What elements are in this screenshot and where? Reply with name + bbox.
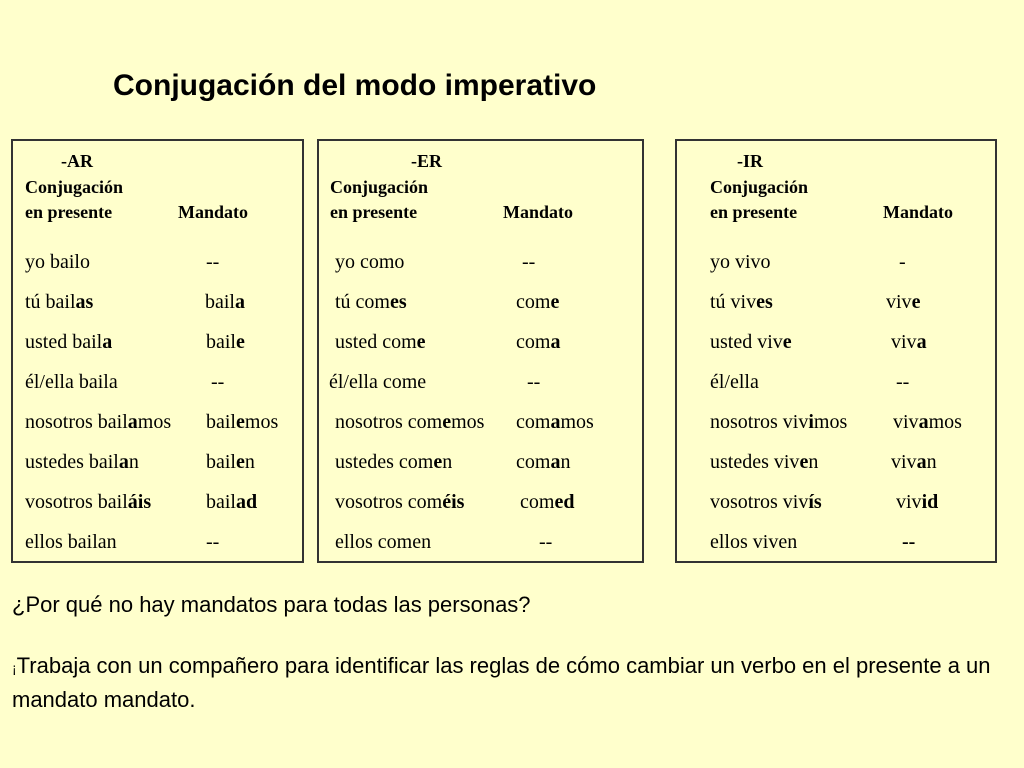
- verb-part: ellos comen: [335, 531, 432, 553]
- ending-highlight: a: [550, 411, 561, 433]
- ending-highlight: a: [550, 451, 561, 473]
- verb-part: --: [527, 371, 541, 393]
- presente-cell: [710, 368, 759, 396]
- verb-part: n: [560, 451, 571, 473]
- mandato-cell: [211, 368, 224, 396]
- ending-highlight: --: [902, 531, 916, 553]
- task-body: Trabaja con un compañero para identificar las reglas de cómo cambiar un verbo en el presente a un mandato mandato.: [12, 653, 991, 712]
- mandato-cell: [522, 248, 535, 276]
- verb-part: --: [522, 251, 536, 273]
- ending-highlight: e: [799, 451, 809, 473]
- verb-part: viv: [891, 451, 917, 473]
- verb-part: mos: [813, 411, 848, 433]
- verb-part: mos: [244, 411, 279, 433]
- presente-cell: [710, 448, 818, 476]
- presente-cell: [25, 448, 139, 476]
- verb-part: nosotros com: [335, 411, 443, 433]
- presente-cell: [710, 408, 847, 436]
- verb-part: com: [516, 291, 551, 313]
- presente-cell: [335, 488, 464, 516]
- ending-highlight: e: [416, 331, 426, 353]
- presente-cell: [710, 288, 773, 316]
- task-text: [12, 650, 1007, 716]
- mandato-cell: [891, 328, 927, 356]
- ending-highlight: i: [808, 411, 814, 433]
- mandato-cell: [206, 528, 219, 556]
- verb-part: mos: [451, 411, 485, 433]
- presente-cell: [25, 488, 151, 516]
- ending-highlight: ad: [236, 491, 258, 513]
- verb-part: usted com: [335, 331, 417, 353]
- mandato-cell: [539, 528, 552, 556]
- mandato-cell: [893, 408, 962, 436]
- ending-highlight: es: [756, 291, 773, 313]
- mandato-cell: [520, 488, 574, 516]
- header-en-presente: en presente: [330, 202, 418, 222]
- verb-part: com: [520, 491, 555, 513]
- verb-part: él/ella come: [329, 371, 427, 393]
- presente-cell: [710, 328, 792, 356]
- presente-cell: [25, 288, 93, 316]
- ending-highlight: e: [236, 331, 245, 353]
- presente-cell: [25, 528, 117, 556]
- ending-highlight: e: [236, 411, 245, 433]
- ending-highlight: es: [390, 291, 407, 313]
- verb-part: --: [896, 371, 910, 393]
- ending-highlight: a: [118, 451, 129, 473]
- ending-highlight: a: [235, 291, 245, 313]
- presente-cell: [335, 448, 452, 476]
- header-conjugacion: Conjugación: [330, 177, 429, 197]
- verb-part: viv: [896, 491, 922, 513]
- verb-part: yo bailo: [25, 251, 90, 273]
- ending-highlight: e: [911, 291, 921, 313]
- verb-part: bail: [206, 331, 236, 353]
- ending-highlight: a: [916, 451, 927, 473]
- header-mandato: Mandato: [503, 202, 574, 222]
- presente-cell: [25, 368, 118, 396]
- verb-part: nosotros bail: [25, 411, 128, 433]
- verb-part: nosotros viv: [710, 411, 809, 433]
- verb-part: mos: [137, 411, 172, 433]
- inverted-exclamation: ¡: [12, 660, 17, 676]
- presente-cell: [335, 248, 404, 276]
- verb-part: ellos bailan: [25, 531, 117, 553]
- ending-highlight: e: [433, 451, 443, 473]
- verb-part: yo vivo: [710, 251, 771, 273]
- presente-cell: [710, 248, 771, 276]
- table-suffix: -AR: [61, 151, 93, 171]
- ending-highlight: a: [916, 331, 927, 353]
- verb-part: bail: [206, 411, 236, 433]
- verb-part: él/ella: [710, 371, 759, 393]
- ending-highlight: e: [236, 451, 245, 473]
- ending-highlight: áis: [127, 491, 152, 513]
- mandato-cell: [206, 448, 255, 476]
- mandato-cell: [516, 448, 570, 476]
- verb-part: ustedes viv: [710, 451, 800, 473]
- mandato-cell: [896, 488, 938, 516]
- verb-part: -: [899, 251, 906, 273]
- verb-part: tú com: [335, 291, 390, 313]
- header-conjugacion: Conjugación: [710, 177, 809, 197]
- verb-part: n: [808, 451, 819, 473]
- verb-part: vosotros bail: [25, 491, 128, 513]
- mandato-cell: [891, 448, 937, 476]
- verb-part: --: [206, 531, 220, 553]
- verb-part: mos: [928, 411, 962, 433]
- presente-cell: [710, 528, 797, 556]
- mandato-cell: [206, 408, 278, 436]
- mandato-cell: [516, 408, 594, 436]
- ending-highlight: a: [102, 331, 113, 353]
- mandato-cell: [205, 288, 245, 316]
- verb-part: com: [516, 331, 551, 353]
- verb-part: --: [211, 371, 225, 393]
- header-en-presente: en presente: [25, 202, 113, 222]
- verb-part: usted bail: [25, 331, 103, 353]
- mandato-cell: [896, 368, 909, 396]
- mandato-cell: [899, 248, 906, 276]
- verb-part: viv: [891, 331, 917, 353]
- verb-part: com: [516, 451, 551, 473]
- ending-highlight: e: [782, 331, 792, 353]
- verb-part: tú viv: [710, 291, 757, 313]
- verb-part: mos: [560, 411, 594, 433]
- table-ar: [11, 139, 304, 563]
- verb-part: n: [244, 451, 255, 473]
- question-text: ¿Por qué no hay mandatos para todas las personas?: [12, 592, 531, 617]
- ending-highlight: as: [75, 291, 94, 313]
- verb-part: él/ella baila: [25, 371, 118, 393]
- ending-highlight: a: [918, 411, 929, 433]
- verb-part: viv: [886, 291, 912, 313]
- verb-part: ellos viven: [710, 531, 798, 553]
- verb-part: viv: [893, 411, 919, 433]
- mandato-cell: [516, 328, 560, 356]
- presente-cell: [335, 528, 431, 556]
- verb-part: tú bail: [25, 291, 76, 313]
- table-er: [317, 139, 644, 563]
- ending-highlight: ís: [808, 491, 822, 513]
- header-en-presente: en presente: [710, 202, 798, 222]
- header-mandato: Mandato: [883, 202, 954, 222]
- verb-part: vosotros com: [335, 491, 443, 513]
- verb-part: n: [442, 451, 453, 473]
- presente-cell: [25, 248, 90, 276]
- verb-part: bail: [205, 291, 235, 313]
- ending-highlight: éis: [442, 491, 465, 513]
- mandato-cell: [516, 288, 559, 316]
- mandato-cell: [527, 368, 540, 396]
- verb-part: vosotros viv: [710, 491, 809, 513]
- verb-part: yo como: [335, 251, 405, 273]
- table-suffix: -IR: [737, 151, 763, 171]
- presente-cell: [329, 368, 426, 396]
- mandato-cell: [206, 488, 257, 516]
- verb-part: --: [539, 531, 553, 553]
- presente-cell: [25, 408, 171, 436]
- verb-part: bail: [206, 451, 236, 473]
- verb-part: n: [128, 451, 139, 473]
- verb-part: ustedes bail: [25, 451, 119, 473]
- verb-part: ustedes com: [335, 451, 434, 473]
- ending-highlight: ed: [554, 491, 575, 513]
- ending-highlight: e: [442, 411, 452, 433]
- presente-cell: [710, 488, 822, 516]
- ending-highlight: a: [550, 331, 561, 353]
- mandato-cell: [902, 528, 915, 556]
- presente-cell: [335, 328, 426, 356]
- mandato-cell: [206, 328, 245, 356]
- presente-cell: [335, 288, 407, 316]
- header-conjugacion: Conjugación: [25, 177, 124, 197]
- presente-cell: [25, 328, 112, 356]
- ending-highlight: id: [921, 491, 939, 513]
- presente-cell: [335, 408, 484, 436]
- ending-highlight: e: [550, 291, 560, 313]
- header-mandato: Mandato: [178, 202, 249, 222]
- table-ir: [675, 139, 997, 563]
- verb-part: bail: [206, 491, 236, 513]
- verb-part: --: [206, 251, 220, 273]
- ending-highlight: a: [127, 411, 138, 433]
- verb-part: com: [516, 411, 551, 433]
- mandato-cell: [206, 248, 219, 276]
- mandato-cell: [886, 288, 920, 316]
- verb-part: usted viv: [710, 331, 783, 353]
- verb-part: n: [926, 451, 937, 473]
- table-suffix: -ER: [411, 151, 442, 171]
- slide-title: Conjugación del modo imperativo: [113, 69, 597, 102]
